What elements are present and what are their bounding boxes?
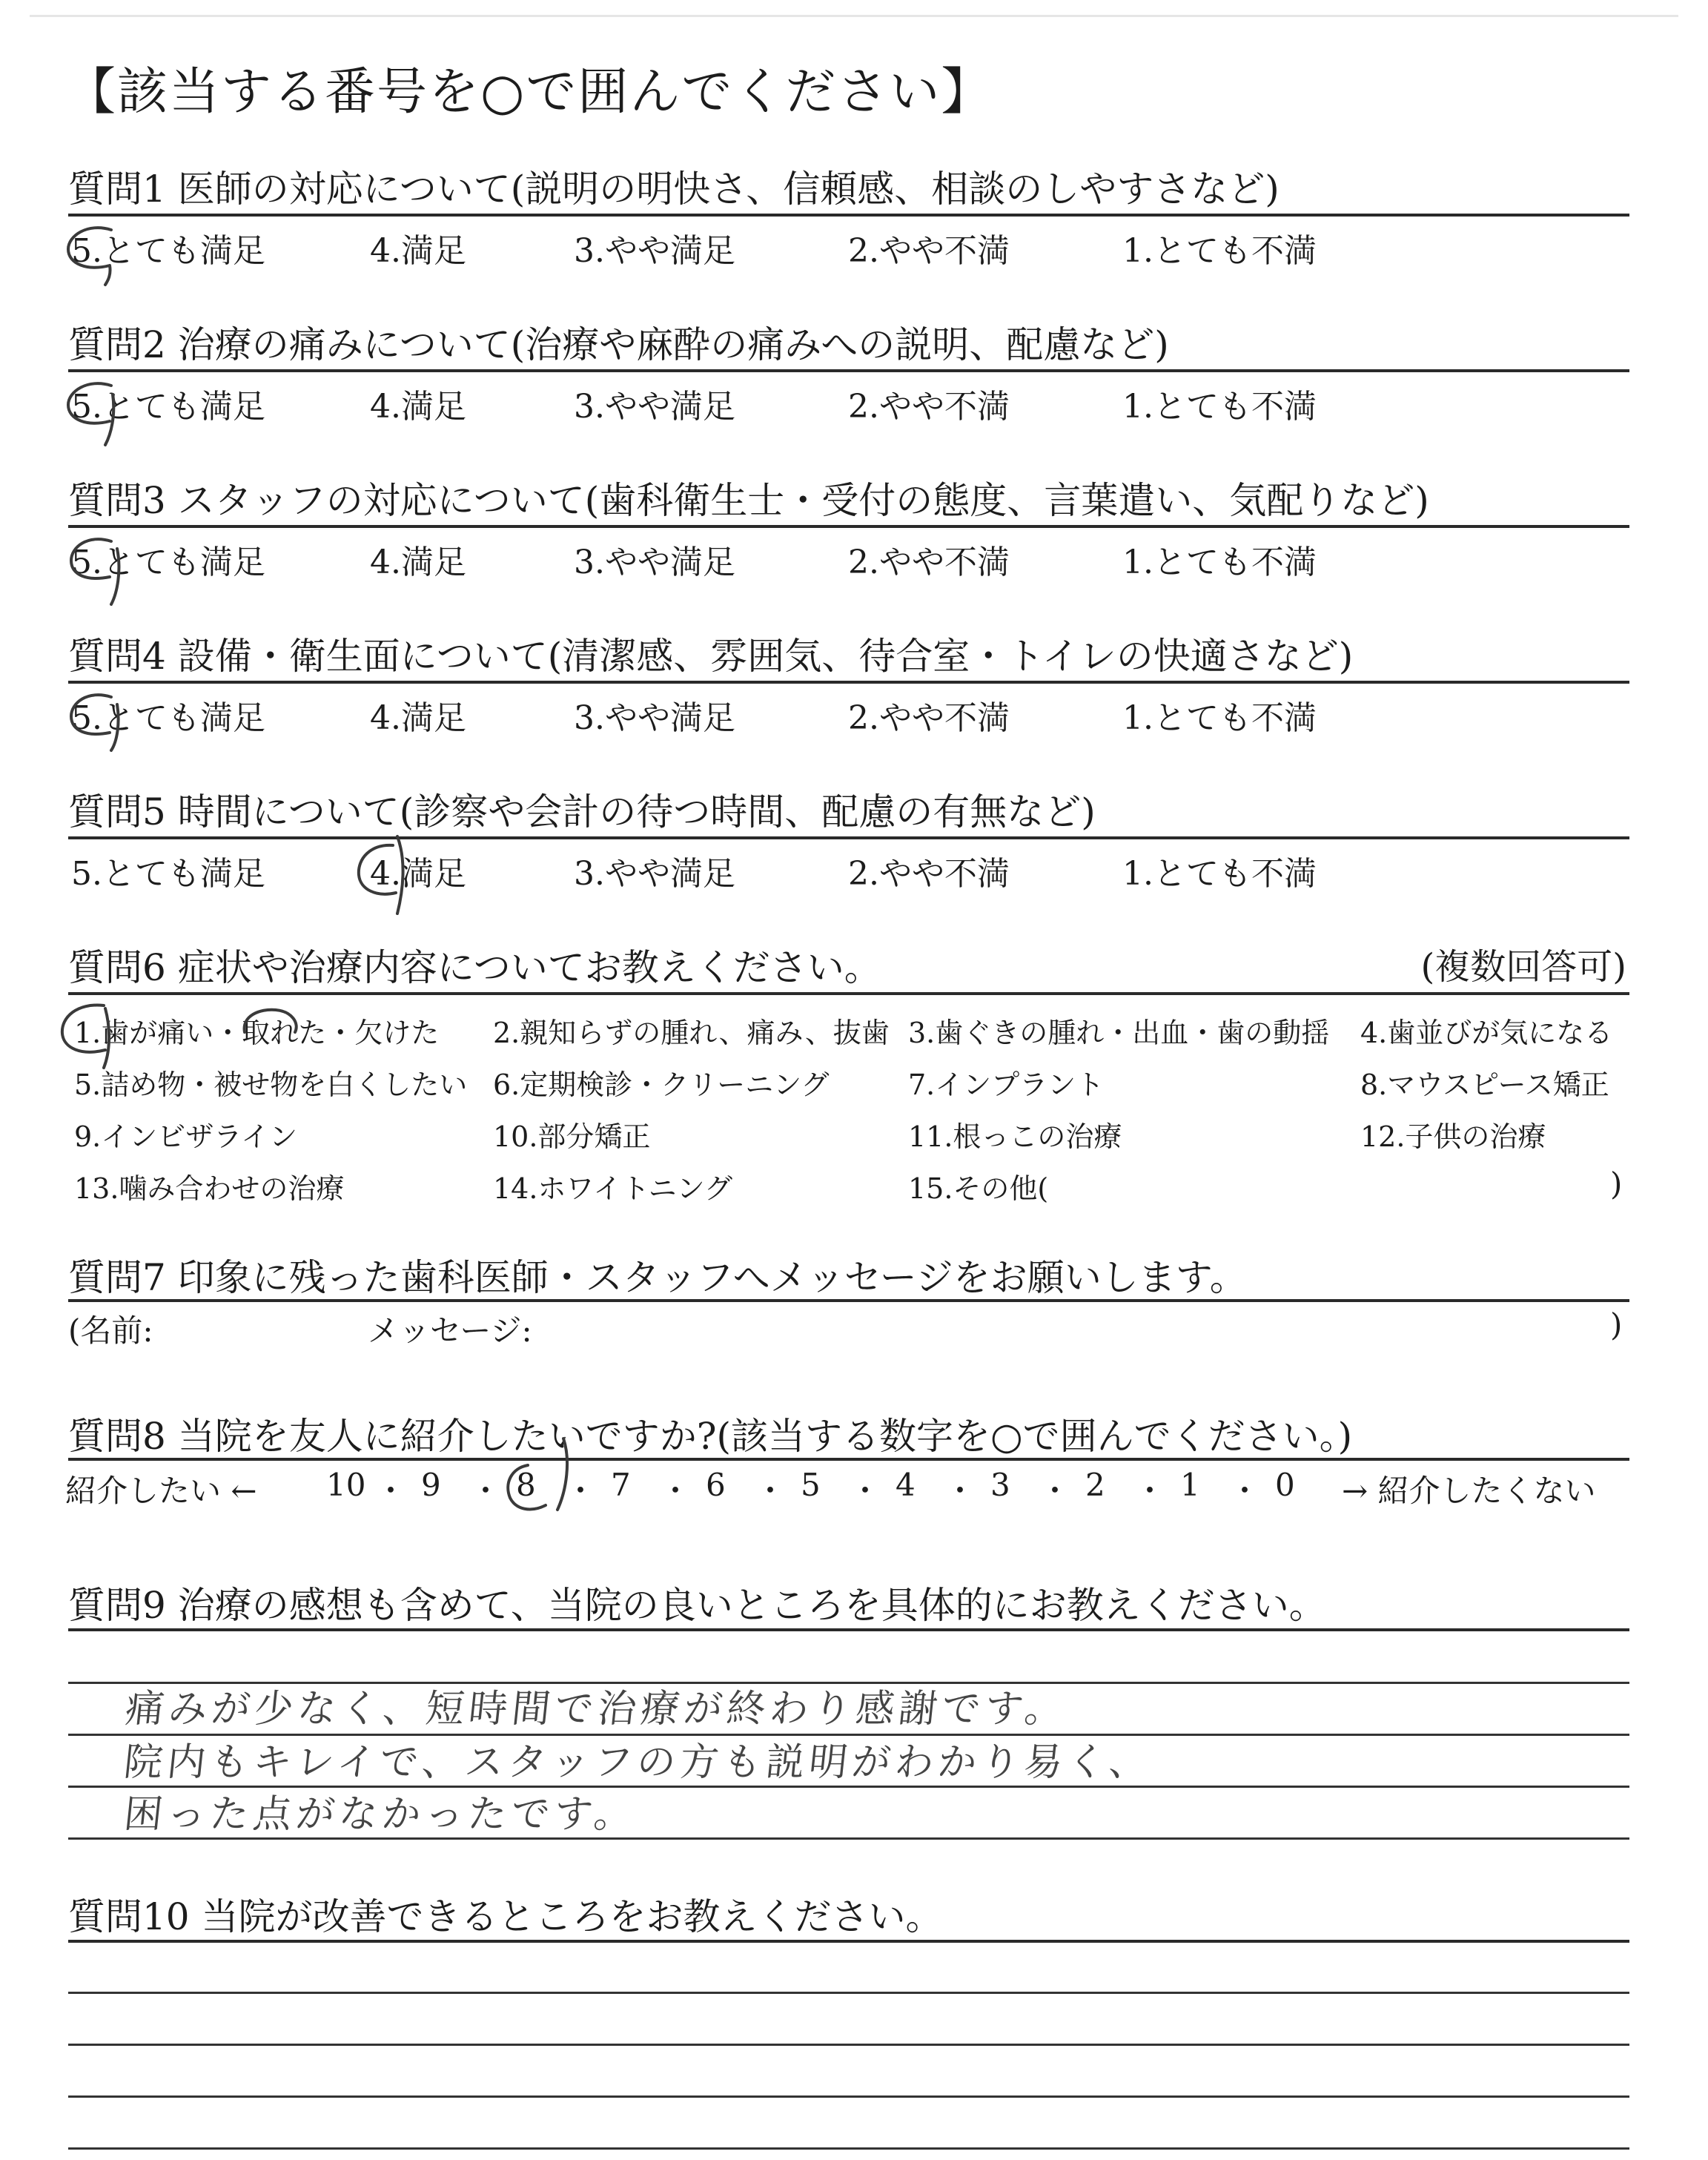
q5-option-2[interactable]: 2.やや不満 (848, 855, 1010, 893)
q2-option-2[interactable]: 2.やや不満 (848, 388, 1010, 426)
question-7-rule (68, 1299, 1629, 1302)
q10-answer-line-4 (68, 2147, 1629, 2150)
recommend-score-2[interactable]: 2 (1085, 1467, 1105, 1503)
q6-item-2[interactable]: 2.親知らずの腫れ、痛み、抜歯 (493, 1017, 890, 1049)
q6-item-1[interactable]: 1.歯が痛い・取れた・欠けた (74, 1017, 440, 1049)
question-10-rule (68, 1940, 1629, 1943)
recommend-score-1[interactable]: 1 (1180, 1467, 1200, 1503)
recommend-separator: ・ (1134, 1473, 1166, 1509)
recommend-score-10[interactable]: 10 (326, 1467, 366, 1503)
recommend-score-5[interactable]: 5 (801, 1467, 821, 1503)
recommend-separator: ・ (660, 1473, 692, 1509)
question-4-title: 質問4 設備・衛生面について(清潔感、雰囲気、待合室・トイレの快適さなど) (68, 635, 1354, 678)
recommend-score-7[interactable]: 7 (611, 1467, 631, 1503)
q4-option-5[interactable]: 5.とても満足 (71, 699, 265, 737)
q2-option-5[interactable]: 5.とても満足 (71, 388, 265, 426)
top-edge-line (30, 15, 1678, 17)
q9-handwritten-line-3[interactable]: 困った点がなかったです。 (122, 1792, 640, 1837)
q3-option-3[interactable]: 3.やや満足 (574, 544, 735, 581)
q2-option-3[interactable]: 3.やや満足 (574, 388, 735, 426)
q1-option-5[interactable]: 5.とても満足 (71, 232, 265, 270)
q6-item-8[interactable]: 8.マウスピース矯正 (1360, 1069, 1609, 1101)
q7-close-paren: ) (1610, 1307, 1623, 1343)
recommend-score-9[interactable]: 9 (421, 1467, 441, 1503)
question-4-rule (68, 681, 1629, 684)
q5-option-5[interactable]: 5.とても満足 (71, 855, 265, 893)
q4-option-3[interactable]: 3.やや満足 (574, 699, 735, 737)
recommend-separator: ・ (944, 1473, 976, 1509)
instruction-header: 【該当する番号を○で囲んでください】 (65, 63, 993, 122)
question-4-options (71, 691, 1554, 737)
q1-option-2[interactable]: 2.やや不満 (848, 232, 1010, 270)
q6-item-5[interactable]: 5.詰め物・被せ物を白くしたい (74, 1069, 468, 1101)
question-5-rule (68, 836, 1629, 839)
recommend-separator: ・ (565, 1473, 597, 1509)
question-1-title: 質問1 医師の対応について(説明の明快さ、信頼感、相談のしやすさなど) (68, 168, 1280, 211)
q7-name-label[interactable]: (名前: (68, 1312, 153, 1349)
recommend-score-8[interactable]: 8 (516, 1467, 536, 1503)
question-2-rule (68, 369, 1629, 372)
question-6-title: 質問6 症状や治療内容についてお教えください。 (68, 946, 881, 989)
q5-option-3[interactable]: 3.やや満足 (574, 855, 735, 893)
q2-option-4[interactable]: 4.満足 (370, 388, 466, 426)
question-3-options (71, 535, 1554, 581)
question-6-rule (68, 992, 1629, 995)
question-10-title: 質問10 当院が改善できるところをお教えください。 (68, 1895, 943, 1938)
question-1-rule (68, 214, 1629, 217)
q6-item-4[interactable]: 4.歯並びが気になる (1360, 1017, 1613, 1049)
recommend-left-label: 紹介したい ← (65, 1473, 257, 1509)
question-2-title: 質問2 治療の痛みについて(治療や麻酔の痛みへの説明、配慮など) (68, 323, 1169, 366)
q6-item-9[interactable]: 9.インビザライン (74, 1120, 298, 1153)
q10-answer-line-1 (68, 1992, 1629, 1994)
recommend-score-4[interactable]: 4 (896, 1467, 916, 1503)
q4-option-2[interactable]: 2.やや不満 (848, 699, 1010, 737)
recommend-separator: ・ (755, 1473, 787, 1509)
recommend-separator: ・ (850, 1473, 881, 1509)
recommend-separator: ・ (375, 1473, 407, 1509)
recommend-separator: ・ (1039, 1473, 1071, 1509)
q6-item-10[interactable]: 10.部分矯正 (493, 1120, 651, 1153)
question-2-options (71, 380, 1554, 426)
q10-answer-line-3 (68, 2095, 1629, 2098)
question-5-options (71, 847, 1554, 893)
question-9-title: 質問9 治療の感想も含めて、当院の良いところを具体的にお教えください。 (68, 1584, 1326, 1627)
multiple-answers-note: (複数回答可) (1420, 946, 1626, 988)
q3-option-5[interactable]: 5.とても満足 (71, 544, 265, 581)
q5-option-1[interactable]: 1.とても不満 (1122, 855, 1317, 893)
q6-item-13[interactable]: 13.噛み合わせの治療 (74, 1172, 345, 1205)
q6-item-12[interactable]: 12.子供の治療 (1360, 1120, 1546, 1153)
question-3-rule (68, 525, 1629, 528)
recommend-score-0[interactable]: 0 (1275, 1467, 1295, 1503)
question-5-title: 質問5 時間について(診察や会計の待つ時間、配慮の有無など) (68, 790, 1096, 833)
q3-option-4[interactable]: 4.満足 (370, 544, 466, 581)
q6-item-7[interactable]: 7.インプラント (908, 1069, 1105, 1101)
q2-option-1[interactable]: 1.とても不満 (1122, 388, 1317, 426)
q3-option-1[interactable]: 1.とても不満 (1122, 544, 1317, 581)
question-1-options (71, 224, 1554, 270)
question-9-rule (68, 1628, 1629, 1631)
q7-message-label[interactable]: メッセージ: (368, 1312, 532, 1349)
recommend-right-label: → 紹介したくない (1342, 1473, 1596, 1509)
question-8-rule (68, 1458, 1629, 1461)
q4-option-1[interactable]: 1.とても不満 (1122, 699, 1317, 737)
q1-option-1[interactable]: 1.とても不満 (1122, 232, 1317, 270)
q9-handwritten-line-1[interactable]: 痛みが少なく、短時間で治療が終わり感謝です。 (123, 1687, 1070, 1731)
q1-option-3[interactable]: 3.やや満足 (574, 232, 735, 270)
q6-item-15[interactable]: 15.その他( (908, 1172, 1049, 1205)
q10-answer-line-2 (68, 2044, 1629, 2046)
q3-option-2[interactable]: 2.やや不満 (848, 544, 1010, 581)
question-8-title: 質問8 当院を友人に紹介したいですか?(該当する数字を○で囲んでください。) (68, 1415, 1353, 1458)
q5-option-4[interactable]: 4.満足 (370, 855, 466, 893)
q6-item-3[interactable]: 3.歯ぐきの腫れ・出血・歯の動揺 (908, 1017, 1330, 1049)
q6-item-6[interactable]: 6.定期検診・クリーニング (493, 1069, 830, 1101)
q6-item-14[interactable]: 14.ホワイトニング (493, 1172, 733, 1205)
q6-other-close-paren: ) (1610, 1166, 1623, 1202)
recommend-score-6[interactable]: 6 (706, 1467, 726, 1503)
question-7-title: 質問7 印象に残った歯科医師・スタッフへメッセージをお願いします。 (68, 1256, 1247, 1299)
question-3-title: 質問3 スタッフの対応について(歯科衛生士・受付の態度、言葉遣い、気配りなど) (68, 479, 1429, 522)
q4-option-4[interactable]: 4.満足 (370, 699, 466, 737)
recommend-separator: ・ (470, 1473, 502, 1509)
recommend-score-3[interactable]: 3 (990, 1467, 1010, 1503)
recommend-separator: ・ (1229, 1473, 1261, 1509)
q9-handwritten-line-2[interactable]: 院内もキレイで、スタッフの方も説明がわかり易く、 (122, 1740, 1155, 1785)
q6-item-11[interactable]: 11.根っこの治療 (908, 1120, 1122, 1153)
q1-option-4[interactable]: 4.満足 (370, 232, 466, 270)
